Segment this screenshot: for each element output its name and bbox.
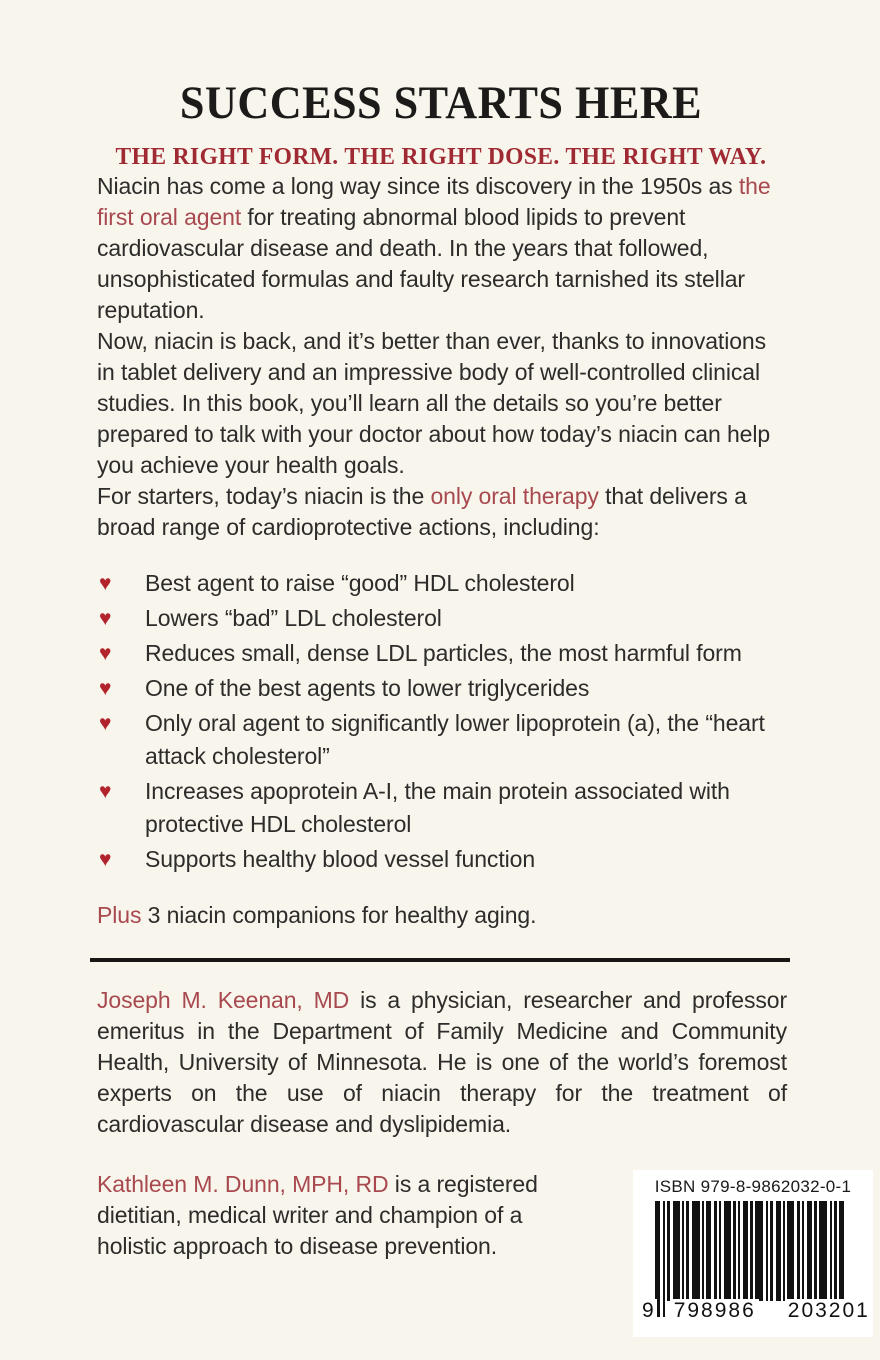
list-item — [99, 602, 785, 635]
author-bio-text: is a registered dietitian, medical writer and champion of a holistic approach to disease prevention. — [97, 1171, 538, 1259]
plus-line — [97, 900, 789, 931]
barcode-bar — [733, 1201, 736, 1301]
barcode-digit-mid: 798986 — [671, 1299, 759, 1323]
barcode-bar — [673, 1201, 680, 1301]
barcode-bar — [802, 1201, 804, 1301]
heart-bullet-icon: ♥ — [99, 780, 112, 803]
barcode-bar — [702, 1201, 704, 1301]
barcode-bar — [783, 1201, 785, 1301]
barcode-bar — [714, 1201, 717, 1301]
list-item — [99, 843, 785, 876]
barcode-bar — [770, 1201, 773, 1301]
benefit-text: Lowers “bad” LDL cholesterol — [145, 605, 442, 631]
author-bio-keenan — [97, 985, 787, 1140]
benefits-lead-highlight: only oral therapy — [430, 483, 599, 509]
barcode-bar — [814, 1201, 817, 1301]
heart-bullet-icon: ♥ — [99, 848, 112, 871]
benefit-text: Supports healthy blood vessel function — [145, 846, 536, 872]
benefit-text: Only oral agent to significantly lower lipoprotein (a), the “heart attack cholesterol” — [145, 710, 765, 769]
list-item — [99, 567, 785, 600]
heart-bullet-icon: ♥ — [99, 572, 112, 595]
barcode-bar — [719, 1201, 721, 1301]
benefits-lead-post: that delivers a broad range of cardioprotective actions, including: — [97, 483, 747, 540]
plus-text: 3 niacin companions for healthy aging. — [141, 902, 537, 928]
barcode-digits — [639, 1299, 870, 1323]
heart-bullet-icon: ♥ — [99, 712, 112, 735]
barcode-bar — [807, 1201, 812, 1301]
barcode-digit-left: 9 — [639, 1299, 657, 1323]
barcode-bar — [724, 1201, 731, 1301]
intro-highlight: the first oral agent — [97, 173, 771, 230]
barcode-bar — [682, 1201, 684, 1301]
heart-bullet-icon: ♥ — [99, 607, 112, 630]
barcode-bar — [667, 1201, 670, 1301]
barcode-digit-right: 203201 — [785, 1299, 873, 1323]
page-subtitle: THE RIGHT FORM. THE RIGHT DOSE. THE RIGHT WAY. — [115, 144, 767, 170]
author-bio-text: is a physician, researcher and professor emeritus in the Department of Family Medicine and Community Health, University of Minnesota. He is one of the world’s foremost experts on the use of niacin therapy for the treatment of cardiovascular disease and dyslipidemia. — [97, 987, 788, 1137]
comeback-paragraph: Now, niacin is back, and it’s better than ever, thanks to innovations in tablet delivery and an impressive body of well-controlled clinical studies. In this book, you’ll learn all the details so you’re better prepared to talk with your doctor about how today’s niacin can help you achieve your health goals. — [97, 328, 771, 478]
benefits-list — [97, 567, 785, 876]
barcode-bar — [692, 1201, 700, 1301]
barcode-bar — [797, 1201, 800, 1301]
heart-bullet-icon: ♥ — [99, 642, 112, 665]
barcode-bar — [787, 1201, 794, 1301]
barcode-bar — [738, 1201, 740, 1301]
list-item — [99, 707, 785, 773]
plus-highlight: Plus — [97, 902, 142, 928]
benefits-lead-paragraph — [97, 481, 789, 543]
barcode-bar — [686, 1201, 689, 1301]
benefit-text: Reduces small, dense LDL particles, the most harmful form — [145, 640, 742, 666]
barcode-bar — [819, 1201, 827, 1301]
author-name: Kathleen M. Dunn, MPH, RD — [97, 1171, 389, 1197]
intro-text-pre: Niacin has come a long way since its discovery in the 1950s as — [97, 173, 739, 199]
benefits-lead-pre: For starters, today’s niacin is the — [97, 483, 431, 509]
page-title: SUCCESS STARTS HERE — [179, 77, 703, 129]
benefit-text: Best agent to raise “good” HDL cholesterol — [145, 570, 575, 596]
author-name: Joseph M. Keenan, MD — [97, 987, 350, 1013]
benefit-text: Increases apoprotein A-I, the main protein associated with protective HDL cholesterol — [145, 778, 730, 837]
barcode-bar — [766, 1201, 768, 1301]
barcode-bar — [776, 1201, 781, 1301]
isbn-label: ISBN 979-8-9862032-0-1 — [654, 1177, 852, 1196]
barcode — [633, 1170, 873, 1337]
intro-paragraph — [97, 171, 789, 326]
list-item — [99, 775, 785, 841]
heart-bullet-icon: ♥ — [99, 677, 112, 700]
barcode-bar — [830, 1201, 832, 1301]
author-bio-dunn — [97, 1169, 562, 1262]
list-item — [99, 637, 785, 670]
barcode-bar — [706, 1201, 711, 1301]
barcode-bar — [755, 1201, 763, 1301]
intro-text-post: for treating abnormal blood lipids to prevent cardiovascular disease and death. In the years that followed, unsophisticated formulas and faulty research tarnished its stellar reputation. — [97, 204, 745, 323]
benefit-text: One of the best agents to lower triglycerides — [145, 675, 590, 701]
barcode-bars — [642, 1201, 870, 1322]
section-divider — [90, 958, 790, 962]
list-item — [99, 672, 785, 705]
